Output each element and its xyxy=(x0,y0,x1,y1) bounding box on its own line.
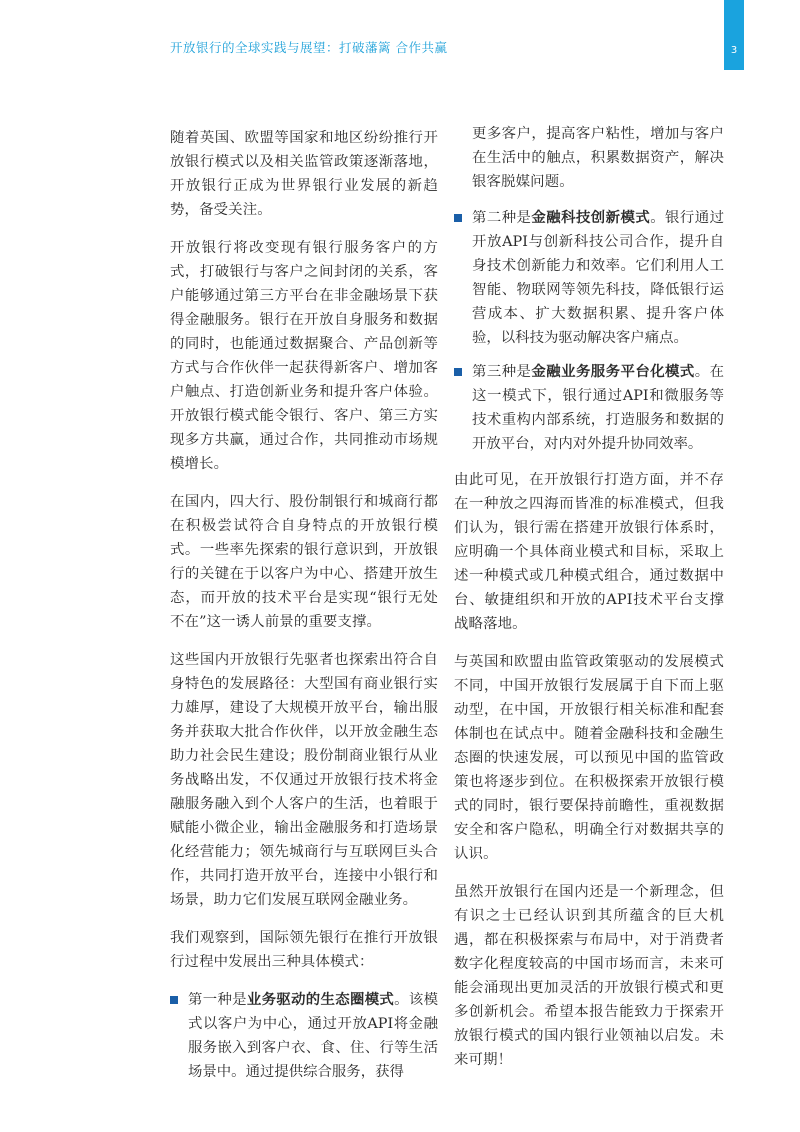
paragraph-pioneers: 这些国内开放银行先驱者也探索出符合自身特色的发展路径：大型国有商业银行实力雄厚，建设了大规模开放平台，输出服务并获取大批合作伙伴，以开放金融生态助力社会民生建设；股份制商业银行从业务战略出发，不仅通过开放银行技术将金融服务融入到个人客户的生活，也着眼于赋能小微企业，输出金融服务和打造场景化经营能力；领先城商行与互联网巨头合作，共同打造开放平台，连接中小银行和场景，助力它们发展互联网金融业务。 xyxy=(170,652,438,908)
bullet-lead: 第二种是 xyxy=(472,210,532,226)
square-bullet-icon xyxy=(454,214,462,222)
bullet-lead: 第一种是 xyxy=(188,992,247,1008)
square-bullet-icon xyxy=(170,996,178,1004)
left-column xyxy=(170,126,438,1096)
paragraph-intro: 随着英国、欧盟等国家和地区纷纷推行开放银行模式以及相关监管政策逐渐落地，开放银行正成为世界银行业发展的新趋势，备受关注。 xyxy=(170,130,438,218)
page-number: 3 xyxy=(730,45,738,56)
bullet-bold-term: 金融业务服务平台化模式 xyxy=(531,363,695,380)
paragraph-domestic-banks: 在国内，四大行、股份制银行和城商行都在积极尝试符合自身特点的开放银行模式。一些率先探索的银行意识到，开放银行的关键在于以客户为中心、搭建开放生态，而开放的技术平台是实现“银行无处不在”这一诱人前景的重要支撑。 xyxy=(170,494,438,630)
list-item-model-1 xyxy=(170,988,438,1084)
paragraph-three-models-intro: 我们观察到，国际领先银行在推行开放银行过程中发展出三种具体模式： xyxy=(170,930,438,970)
models-list xyxy=(170,988,438,1084)
list-item-model-2 xyxy=(454,206,724,350)
models-list-continued xyxy=(454,206,724,456)
bullet-bold-term: 业务驱动的生态圈模式 xyxy=(246,991,395,1008)
running-header-title: 开放银行的全球实践与展望：打破藩篱 合作共赢 xyxy=(170,40,448,55)
right-column xyxy=(454,122,724,1086)
paragraph-outlook: 虽然开放银行在国内还是一个新理念，但有识之士已经认识到其所蕴含的巨大机遇，都在积极探索与布局中，对于消费者数字化程度较高的中国市场而言，未来可能会涌现出更加灵活的开放银行模式和更多创新机会。希望本报告能致力于探索开放银行模式的国内银行业领袖以启发。未来可期！ xyxy=(454,884,724,1068)
bullet-bold-term: 金融科技创新模式 xyxy=(531,209,651,226)
bullet-body: 。银行通过开放API与创新科技公司合作，提升自身技术创新能力和效率。它们利用人工智能、物联网等领先科技，降低银行运营成本、扩大数据积累、提升客户体验，以科技为驱动解决客户痛点。 xyxy=(472,210,724,346)
page-number-tab xyxy=(724,0,744,70)
square-bullet-icon xyxy=(454,368,462,376)
bullet-1-continuation: 更多客户，提高客户粘性，增加与客户在生活中的触点，积累数据资产，解决银客脱媒问题。 xyxy=(472,126,724,190)
bullet-lead: 第三种是 xyxy=(472,364,532,380)
paragraph-china-bottom-up: 与英国和欧盟由监管政策驱动的发展模式不同，中国开放银行发展属于自下而上驱动型，在中国，开放银行相关标准和配套体制也在试点中。随着金融科技和金融生态圈的快速发展，可以预见中国的监管政策也将逐步到位。在积极探索开放银行模式的同时，银行要保持前瞻性，重视数据安全和客户隐私，明确全行对数据共享的认识。 xyxy=(454,654,724,862)
list-item-model-3 xyxy=(454,360,724,456)
bullet-body: 。该模式以客户为中心，通过开放API将金融服务嵌入到客户衣、食、住、行等生活场景中。通过提供综合服务，获得 xyxy=(188,992,438,1080)
bullet-body: 。在这一模式下，银行通过API和微服务等技术重构内部系统，打造服务和数据的开放平台，对内对外提升协同效率。 xyxy=(472,364,724,452)
paragraph-no-standard-model: 由此可见，在开放银行打造方面，并不存在一种放之四海而皆准的标准模式，但我们认为，银行需在搭建开放银行体系时，应明确一个具体商业模式和目标，采取上述一种模式或几种模式组合，通过数据中台、敏捷组织和开放的API技术平台支撑战略落地。 xyxy=(454,472,724,632)
paragraph-open-banking-definition: 开放银行将改变现有银行服务客户的方式，打破银行与客户之间封闭的关系，客户能够通过第三方平台在非金融场景下获得金融服务。银行在开放自身服务和数据的同时，也能通过数据聚合、产品创新等方式与合作伙伴一起获得新客户、增加客户触点、打造创新业务和提升客户体验。开放银行模式能令银行、客户、第三方实现多方共赢，通过合作，共同推动市场规模增长。 xyxy=(170,240,438,472)
